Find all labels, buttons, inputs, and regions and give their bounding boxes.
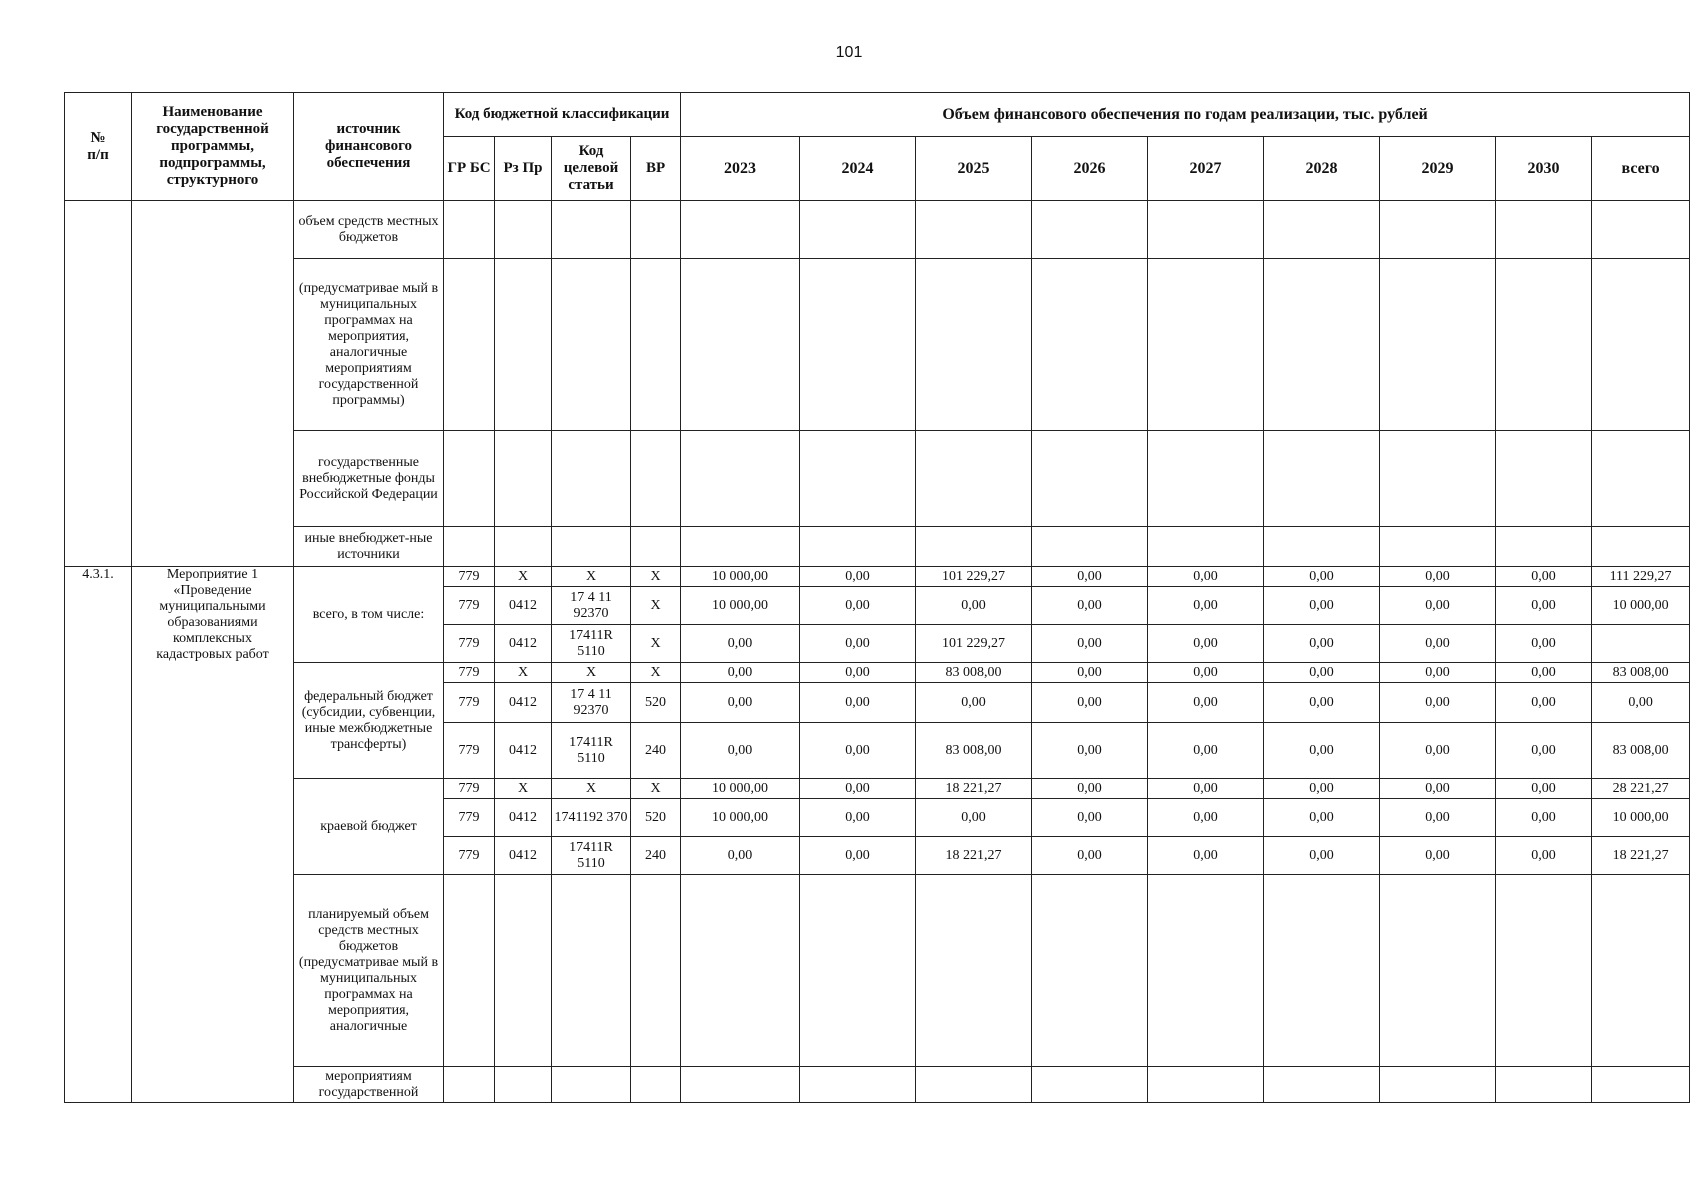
source-label: иные внебюджет-ные источники — [294, 527, 444, 567]
cell-value: 10 000,00 — [681, 587, 800, 625]
cell-rzpr: Х — [495, 567, 552, 587]
cell-value: 0,00 — [681, 663, 800, 683]
table-row — [65, 567, 1690, 587]
cell-value: 0,00 — [1032, 779, 1148, 799]
cell-value: 0,00 — [1380, 683, 1496, 723]
cell-vr: Х — [631, 779, 681, 799]
cell-value: 0,00 — [1496, 683, 1592, 723]
cell-vr: 520 — [631, 683, 681, 723]
cell-value: 0,00 — [1496, 587, 1592, 625]
cell-value: 83 008,00 — [916, 663, 1032, 683]
cell-value: 0,00 — [1496, 663, 1592, 683]
cell-kcs: 1741192 370 — [552, 799, 631, 837]
cell-value: 0,00 — [800, 663, 916, 683]
cell-value: 0,00 — [681, 837, 800, 875]
cell-value: 0,00 — [1032, 683, 1148, 723]
cell-value: 28 221,27 — [1592, 779, 1690, 799]
cell-grbs: 779 — [444, 723, 495, 779]
cell-value: 0,00 — [1148, 663, 1264, 683]
cell-value: 0,00 — [1148, 683, 1264, 723]
cell-value: 83 008,00 — [1592, 723, 1690, 779]
cell-kcs: 17 4 11 92370 — [552, 683, 631, 723]
cell-value: 0,00 — [1380, 799, 1496, 837]
cell-value: 0,00 — [1264, 625, 1380, 663]
cell-value: 10 000,00 — [681, 779, 800, 799]
cell-vr: 240 — [631, 723, 681, 779]
cell-value: 0,00 — [916, 683, 1032, 723]
cell-value: 0,00 — [1496, 779, 1592, 799]
header-source: источник финансового обеспечения — [294, 93, 444, 201]
cell-value: 0,00 — [1496, 723, 1592, 779]
cell-vr: Х — [631, 587, 681, 625]
cell-vr: Х — [631, 567, 681, 587]
header-year: 2024 — [800, 137, 916, 201]
cell-value: 0,00 — [916, 587, 1032, 625]
source-label: объем средств местных бюджетов — [294, 201, 444, 259]
source-label: мероприятиям государственной — [294, 1067, 444, 1103]
cell-value: 0,00 — [1592, 683, 1690, 723]
cell-value: 0,00 — [1148, 567, 1264, 587]
cell-value: 0,00 — [1032, 723, 1148, 779]
cell-grbs: 779 — [444, 625, 495, 663]
header-year: 2030 — [1496, 137, 1592, 201]
page-number: 101 — [835, 44, 863, 61]
cell-value: 101 229,27 — [916, 625, 1032, 663]
cell-value: 111 229,27 — [1592, 567, 1690, 587]
cell-value: 0,00 — [1148, 587, 1264, 625]
cell-value: 0,00 — [1496, 625, 1592, 663]
cell-value: 83 008,00 — [1592, 663, 1690, 683]
cell-value: 0,00 — [1380, 625, 1496, 663]
header-year: 2026 — [1032, 137, 1148, 201]
cell-value: 0,00 — [1380, 779, 1496, 799]
cell-value: 0,00 — [1264, 799, 1380, 837]
cell-value: 0,00 — [1496, 567, 1592, 587]
cell-grbs: 779 — [444, 683, 495, 723]
cell-value: 0,00 — [1148, 723, 1264, 779]
header-year: 2029 — [1380, 137, 1496, 201]
cell-value: 10 000,00 — [1592, 587, 1690, 625]
cell-value: 0,00 — [800, 567, 916, 587]
source-label: краевой бюджет — [294, 779, 444, 875]
cell-value: 0,00 — [1380, 663, 1496, 683]
cell-value: 18 221,27 — [1592, 837, 1690, 875]
header-year: 2025 — [916, 137, 1032, 201]
cell-value: 0,00 — [1380, 567, 1496, 587]
item-name: Мероприятие 1 «Проведение муниципальными образованиями комплексных кадастровых работ — [132, 567, 294, 1103]
cell-rzpr: 0412 — [495, 683, 552, 723]
cell-value: 0,00 — [1148, 799, 1264, 837]
cell-kcs: Х — [552, 663, 631, 683]
cell-vr: Х — [631, 663, 681, 683]
cell-rzpr: Х — [495, 663, 552, 683]
cell-value: 0,00 — [681, 723, 800, 779]
cell-value: 0,00 — [1264, 567, 1380, 587]
cell-grbs: 779 — [444, 779, 495, 799]
prev-num-cell — [65, 201, 132, 567]
cell-kcs: 17411R 5110 — [552, 625, 631, 663]
cell-value: 0,00 — [1264, 663, 1380, 683]
cell-value: 0,00 — [1264, 723, 1380, 779]
cell-value: 0,00 — [800, 837, 916, 875]
cell-value: 0,00 — [681, 625, 800, 663]
cell-value: 0,00 — [1032, 587, 1148, 625]
cell-value: 83 008,00 — [916, 723, 1032, 779]
header-name: Наименование государственной программы, подпрограммы, структурного — [132, 93, 294, 201]
source-label: всего, в том числе: — [294, 567, 444, 663]
table-row — [65, 779, 1690, 799]
cell-rzpr: 0412 — [495, 625, 552, 663]
cell-kcs: 17411R 5110 — [552, 837, 631, 875]
cell-value: 0,00 — [1032, 837, 1148, 875]
cell-value: 0,00 — [1032, 567, 1148, 587]
header-year: 2023 — [681, 137, 800, 201]
prev-name-cell — [132, 201, 294, 567]
cell-value: 18 221,27 — [916, 837, 1032, 875]
source-label: (предусматривае мый в муниципальных программах на мероприятия, аналогичные мероприятиям государственной программы) — [294, 259, 444, 431]
source-label: государственные внебюджетные фонды Российской Федерации — [294, 431, 444, 527]
cell-value: 10 000,00 — [681, 799, 800, 837]
cell-value: 0,00 — [1264, 683, 1380, 723]
cell-value: 0,00 — [800, 625, 916, 663]
cell-value: 0,00 — [1032, 663, 1148, 683]
cell-value: 0,00 — [800, 723, 916, 779]
header-num: № п/п — [65, 93, 132, 201]
cell-value: 0,00 — [1380, 837, 1496, 875]
cell-kcs: Х — [552, 567, 631, 587]
cell-vr: 520 — [631, 799, 681, 837]
cell-value: 0,00 — [800, 587, 916, 625]
item-num: 4.3.1. — [65, 567, 132, 1103]
cell-value: 18 221,27 — [916, 779, 1032, 799]
cell-rzpr: 0412 — [495, 837, 552, 875]
cell-value: 0,00 — [1264, 837, 1380, 875]
cell-value: 10 000,00 — [1592, 799, 1690, 837]
cell-value: 101 229,27 — [916, 567, 1032, 587]
cell-kcs: 17411R 5110 — [552, 723, 631, 779]
header-kbk: Код бюджетной классификации — [444, 93, 681, 137]
cell-value — [1592, 625, 1690, 663]
cell-kcs: Х — [552, 779, 631, 799]
cell-value: 0,00 — [1148, 625, 1264, 663]
cell-value: 0,00 — [800, 779, 916, 799]
source-label: планируемый объем средств местных бюджетов (предусматривае мый в муниципальных программах на мероприятия, аналогичные — [294, 875, 444, 1067]
cell-vr: Х — [631, 625, 681, 663]
header-year: 2027 — [1148, 137, 1264, 201]
cell-rzpr: 0412 — [495, 587, 552, 625]
cell-grbs: 779 — [444, 837, 495, 875]
cell-grbs: 779 — [444, 587, 495, 625]
header-rzpr: Рз Пр — [495, 137, 552, 201]
header-kcs: Код целевой статьи — [552, 137, 631, 201]
header-year: 2028 — [1264, 137, 1380, 201]
cell-value: 0,00 — [1496, 799, 1592, 837]
cell-value: 0,00 — [1148, 837, 1264, 875]
cell-grbs: 779 — [444, 567, 495, 587]
header-total: всего — [1592, 137, 1690, 201]
budget-table — [64, 92, 1690, 1103]
header-grbs: ГР БС — [444, 137, 495, 201]
cell-value: 0,00 — [800, 683, 916, 723]
cell-value: 0,00 — [1380, 723, 1496, 779]
cell-rzpr: 0412 — [495, 799, 552, 837]
cell-kcs: 17 4 11 92370 — [552, 587, 631, 625]
header-volume: Объем финансового обеспечения по годам реализации, тыс. рублей — [681, 93, 1690, 137]
header-vr: ВР — [631, 137, 681, 201]
cell-value: 0,00 — [1380, 587, 1496, 625]
table-row — [65, 663, 1690, 683]
cell-value: 0,00 — [1148, 779, 1264, 799]
source-label: федеральный бюджет (субсидии, субвенции, иные межбюджетные трансферты) — [294, 663, 444, 779]
cell-value: 0,00 — [1032, 625, 1148, 663]
cell-vr: 240 — [631, 837, 681, 875]
cell-value: 0,00 — [1264, 779, 1380, 799]
cell-value: 0,00 — [800, 799, 916, 837]
cell-value: 0,00 — [681, 683, 800, 723]
cell-value: 0,00 — [1264, 587, 1380, 625]
cell-rzpr: 0412 — [495, 723, 552, 779]
cell-value: 0,00 — [1032, 799, 1148, 837]
cell-grbs: 779 — [444, 799, 495, 837]
cell-value: 0,00 — [1496, 837, 1592, 875]
cell-value: 0,00 — [916, 799, 1032, 837]
cell-grbs: 779 — [444, 663, 495, 683]
cell-value: 10 000,00 — [681, 567, 800, 587]
cell-rzpr: Х — [495, 779, 552, 799]
